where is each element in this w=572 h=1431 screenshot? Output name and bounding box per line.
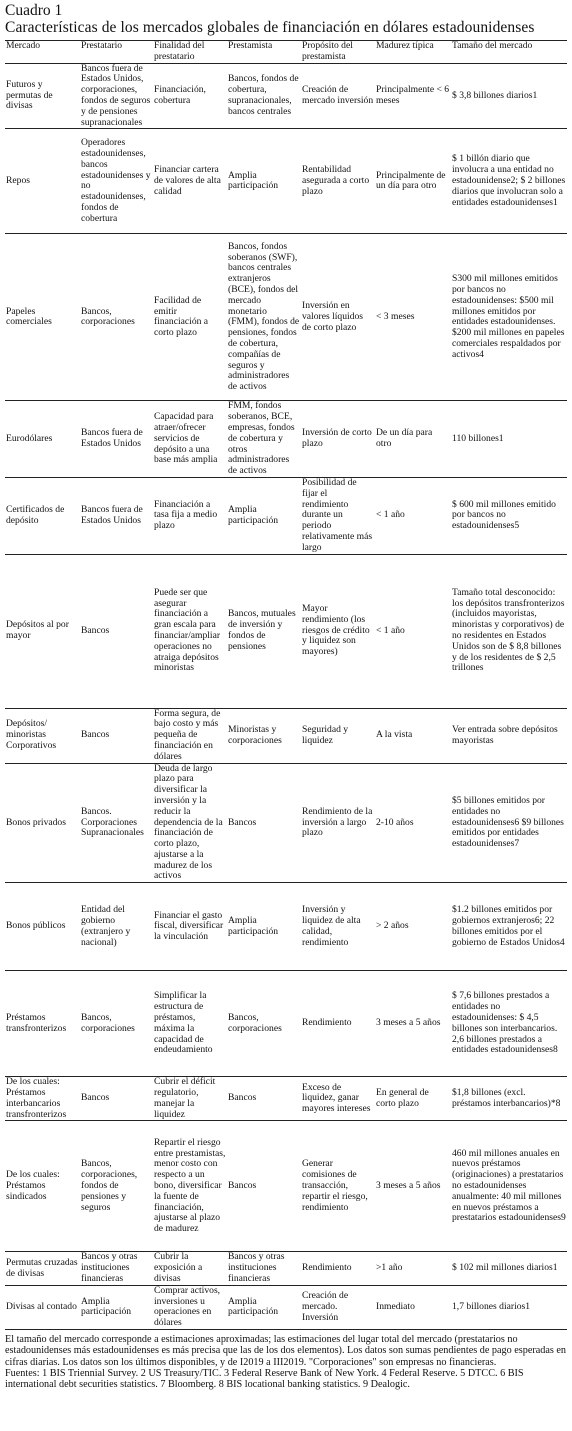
table-row — [5, 1121, 567, 1252]
market-name-cell: Bonos privados — [5, 763, 80, 883]
table-cell: Forma segura, de bajo costo y más pequeña de financiación en dólares — [153, 708, 227, 763]
table-cell: Bancos, corporaciones — [227, 971, 301, 1077]
header-row — [5, 41, 567, 64]
table-cell: $ 1 billón diario que involucra a una entidad no estadounidense2; $ 2 billones diarios que involucran solo a entidades estadounidenses1 — [451, 129, 567, 234]
table-cell: Amplia participación — [80, 1285, 153, 1329]
table-cell: Financiar el gasto fiscal, diversificar la vinculación — [153, 883, 227, 971]
table-cell: Financiación, cobertura — [153, 63, 227, 129]
table-cell: Repartir el riesgo entre prestamistas, menor costo con respecto a un bono, diversificar la fuente de financiación, ajustarse al plazo de madurez — [153, 1121, 227, 1252]
table-cell: Bancos, corporaciones, fondos de pensiones y seguros — [80, 1121, 153, 1252]
table-row — [5, 554, 567, 708]
table-cell: Amplia participación — [227, 129, 301, 234]
market-name-cell: De los cuales: Préstamos sindicados — [5, 1121, 80, 1252]
table-cell: Capacidad para atraer/ofrecer servicios de depósito a una base más amplia — [153, 401, 227, 478]
table-cell: Bancos fuera de Estados Unidos — [80, 477, 153, 554]
market-name-cell: Papeles comerciales — [5, 234, 80, 401]
table-row — [5, 883, 567, 971]
table-cell: Bancos, mutuales de inversión y fondos de pensiones — [227, 554, 301, 708]
column-header: Finalidad del prestatario — [153, 41, 227, 64]
table-cell: De un día para otro — [375, 401, 451, 478]
table-row — [5, 1077, 567, 1121]
table-cell: $ 600 mil millones emitido por bancos no estadounidenses5 — [451, 477, 567, 554]
table-cell: Bancos fuera de Estados Unidos, corporaciones, fondos de seguros y de pensiones supranacionales — [80, 63, 153, 129]
table-cell: Cubrir la exposición a divisas — [153, 1252, 227, 1285]
table-cell: Bancos. Corporaciones Supranacionales — [80, 763, 153, 883]
table-cell: Inversión de corto plazo — [301, 401, 375, 478]
table-cell: Seguridad y liquidez — [301, 708, 375, 763]
table-cell: Simplificar la estructura de préstamos, máxima la capacidad de endeudamiento — [153, 971, 227, 1077]
table-row — [5, 401, 567, 478]
table-cell: Principalmente < 6 meses — [375, 63, 451, 129]
table-cell: FMM, fondos soberanos, BCE, empresas, fondos de cobertura y otros administradores de activos — [227, 401, 301, 478]
table-cell: $5 billones emitidos por entidades no estadounidenses6 $9 billones emitidos por entidades estadounidenses7 — [451, 763, 567, 883]
table-cell: Bancos fuera de Estados Unidos — [80, 401, 153, 478]
market-name-cell: Certificados de depósito — [5, 477, 80, 554]
table-cell: S300 mil millones emitidos por bancos no estadounidenses: $500 mil millones emitidos por entidades estadounidenses. $200 mil millones en papeles comerciales respaldados por activos4 — [451, 234, 567, 401]
table-cell: Facilidad de emitir financiación a corto plazo — [153, 234, 227, 401]
table-cell: < 1 año — [375, 477, 451, 554]
table-cell: Exceso de liquidez, ganar mayores intereses — [301, 1077, 375, 1121]
column-header: Mercado — [5, 41, 80, 64]
table-cell: Comprar activos, inversiones u operaciones en dólares — [153, 1285, 227, 1329]
markets-table — [5, 40, 567, 1330]
table-cell: Bancos, fondos soberanos (SWF), bancos centrales extranjeros (BCE), fondos del mercado monetario (FMM), fondos de pensiones, fondos de cobertura, compañías de seguros y administradores de activos — [227, 234, 301, 401]
table-row — [5, 477, 567, 554]
market-name-cell: Divisas al contado — [5, 1285, 80, 1329]
table-cell: Ver entrada sobre depósitos mayoristas — [451, 708, 567, 763]
table-row — [5, 1252, 567, 1285]
table-cell: 2-10 años — [375, 763, 451, 883]
table-cell: Amplia participación — [227, 1285, 301, 1329]
market-name-cell: Bonos públicos — [5, 883, 80, 971]
table-cell: Puede ser que asegurar financiación a gran escala para financiar/ampliar operaciones no atraiga depósitos minoristas — [153, 554, 227, 708]
table-cell: Cubrir el déficit regulatorio, manejar la liquidez — [153, 1077, 227, 1121]
table-cell: En general de corto plazo — [375, 1077, 451, 1121]
table-cell: Rendimiento de la inversión a largo plazo — [301, 763, 375, 883]
table-cell: 3 meses a 5 años — [375, 1121, 451, 1252]
table-cell: Creación de mercado. Inversión — [301, 1285, 375, 1329]
table-cell: Bancos — [80, 554, 153, 708]
table-row — [5, 234, 567, 401]
table-cell: 1,7 billones diarios1 — [451, 1285, 567, 1329]
table-cell: $1,8 billones (excl. préstamos interbancarios)*8 — [451, 1077, 567, 1121]
table-cell: < 3 meses — [375, 234, 451, 401]
table-cell: Bancos — [80, 708, 153, 763]
table-cell: $ 102 mil millones diarios1 — [451, 1252, 567, 1285]
market-name-cell: Eurodólares — [5, 401, 80, 478]
table-row — [5, 1285, 567, 1329]
table-cell: Inversión y liquidez de alta calidad, rendimiento — [301, 883, 375, 971]
table-cell: Bancos — [80, 1077, 153, 1121]
table-body — [5, 63, 567, 1329]
table-cell: $ 3,8 billones diarios1 — [451, 63, 567, 129]
table-notes — [5, 1334, 568, 1390]
table-cell: Operadores estadounidenses, bancos estadounidenses y no estadounidenses, fondos de cobertura — [80, 129, 153, 234]
table-cell: Financiar cartera de valores de alta calidad — [153, 129, 227, 234]
table-cell: >1 año — [375, 1252, 451, 1285]
table-cell: Mayor rendimiento (los riesgos de crédito y liquidez son mayores) — [301, 554, 375, 708]
table-cell: Bancos — [227, 1121, 301, 1252]
table-cell: Inmediato — [375, 1285, 451, 1329]
market-name-cell: Repos — [5, 129, 80, 234]
note-methodology: El tamaño del mercado corresponde a estimaciones aproximadas; las estimaciones del lugar total del mercado (prestatarios no estadounidenses más estadounidenses es más precisa que las de los dos elementos). Los datos son sumas pendientes de pago esperadas en cifras diarias. Los datos son los últimos disponibles, y de I2019 a III2019. "Corporaciones" son empresas no financieras. — [5, 1334, 567, 1368]
table-cell: 110 billones1 — [451, 401, 567, 478]
table-row — [5, 63, 567, 129]
table-cell: < 1 año — [375, 554, 451, 708]
table-cell: 3 meses a 5 años — [375, 971, 451, 1077]
table-cell: Tamaño total desconocido: los depósitos transfronterizos (incluidos mayoristas, minoristas y corporativos) de no residentes en Estados Unidos son de $ 8,8 billones y de los residentes de $ 2,5 trillones — [451, 554, 567, 708]
table-cell: Principalmente de un día para otro — [375, 129, 451, 234]
table-cell: Bancos — [227, 763, 301, 883]
table-row — [5, 763, 567, 883]
table-cell: Minoristas y corporaciones — [227, 708, 301, 763]
table-cell: Rendimiento — [301, 1252, 375, 1285]
table-cell: Bancos y otras instituciones financieras — [80, 1252, 153, 1285]
table-cell: Bancos, fondos de cobertura, supranacionales, bancos centrales — [227, 63, 301, 129]
column-header: Propósito del prestamista — [301, 41, 375, 64]
market-name-cell: De los cuales: Préstamos interbancarios transfronterizos — [5, 1077, 80, 1121]
table-cell: Creación de mercado inversión — [301, 63, 375, 129]
table-row — [5, 129, 567, 234]
table-caption: Cuadro 1 — [5, 2, 63, 19]
table-cell: Bancos y otras instituciones financieras — [227, 1252, 301, 1285]
market-name-cell: Permutas cruzadas de divisas — [5, 1252, 80, 1285]
table-row — [5, 971, 567, 1077]
table-cell: Deuda de largo plazo para diversificar la inversión y la reducir la dependencia de la financiación de corto plazo, ajustarse a la madurez de los activos — [153, 763, 227, 883]
table-cell: Generar comisiones de transacción, repartir el riesgo, rendimiento — [301, 1121, 375, 1252]
column-header: Madurez típica — [375, 41, 451, 64]
column-header: Tamaño del mercado — [451, 41, 567, 64]
table-title: Características de los mercados globales de financiación en dólares estadounidenses — [5, 19, 535, 36]
table-cell: Financiación a tasa fija a medio plazo — [153, 477, 227, 554]
table-cell: Bancos, corporaciones — [80, 971, 153, 1077]
table-cell: $1.2 billones emitidos por gobiernos extranjeros6; 22 billones emitidos por el gobierno de Estados Unidos4 — [451, 883, 567, 971]
column-header: Prestatario — [80, 41, 153, 64]
table-cell: Amplia participación — [227, 477, 301, 554]
table-cell: Amplia participación — [227, 883, 301, 971]
table-cell: Entidad del gobierno (extranjero y nacional) — [80, 883, 153, 971]
table-cell: Inversión en valores líquidos de corto plazo — [301, 234, 375, 401]
note-sources: Fuentes: 1 BIS Triennial Survey. 2 US Treasury/TIC. 3 Federal Reserve Bank of New York. 4 Federal Reserve. 5 DTCC. 6 BIS international debt securities statistics. 7 Bloomberg. 8 BIS locational banking statistics. 9 Dealogic. — [5, 1367, 524, 1391]
market-name-cell: Depósitos/ minoristas Corporativos — [5, 708, 80, 763]
market-name-cell: Préstamos transfronterizos — [5, 971, 80, 1077]
market-name-cell: Depósitos al por mayor — [5, 554, 80, 708]
table-cell: A la vista — [375, 708, 451, 763]
table-cell: Rentabilidad asegurada a corto plazo — [301, 129, 375, 234]
table-cell: > 2 años — [375, 883, 451, 971]
market-name-cell: Futuros y permutas de divisas — [5, 63, 80, 129]
table-cell: Bancos — [227, 1077, 301, 1121]
table-cell: Rendimiento — [301, 971, 375, 1077]
table-cell: 460 mil millones anuales en nuevos préstamos (originaciones) a prestatarios no estadounidenses anualmente: 40 mil millones en nuevos préstamos a prestatarios estadounidenses9 — [451, 1121, 567, 1252]
table-cell: $ 7,6 billones prestados a entidades no estadounidenses: $ 4,5 billones son interbancarios. 2,6 billones prestados a entidades estadounidenses8 — [451, 971, 567, 1077]
column-header: Prestamista — [227, 41, 301, 64]
table-row — [5, 708, 567, 763]
table-cell: Bancos, corporaciones — [80, 234, 153, 401]
table-cell: Posibilidad de fijar el rendimiento durante un periodo relativamente más largo — [301, 477, 375, 554]
